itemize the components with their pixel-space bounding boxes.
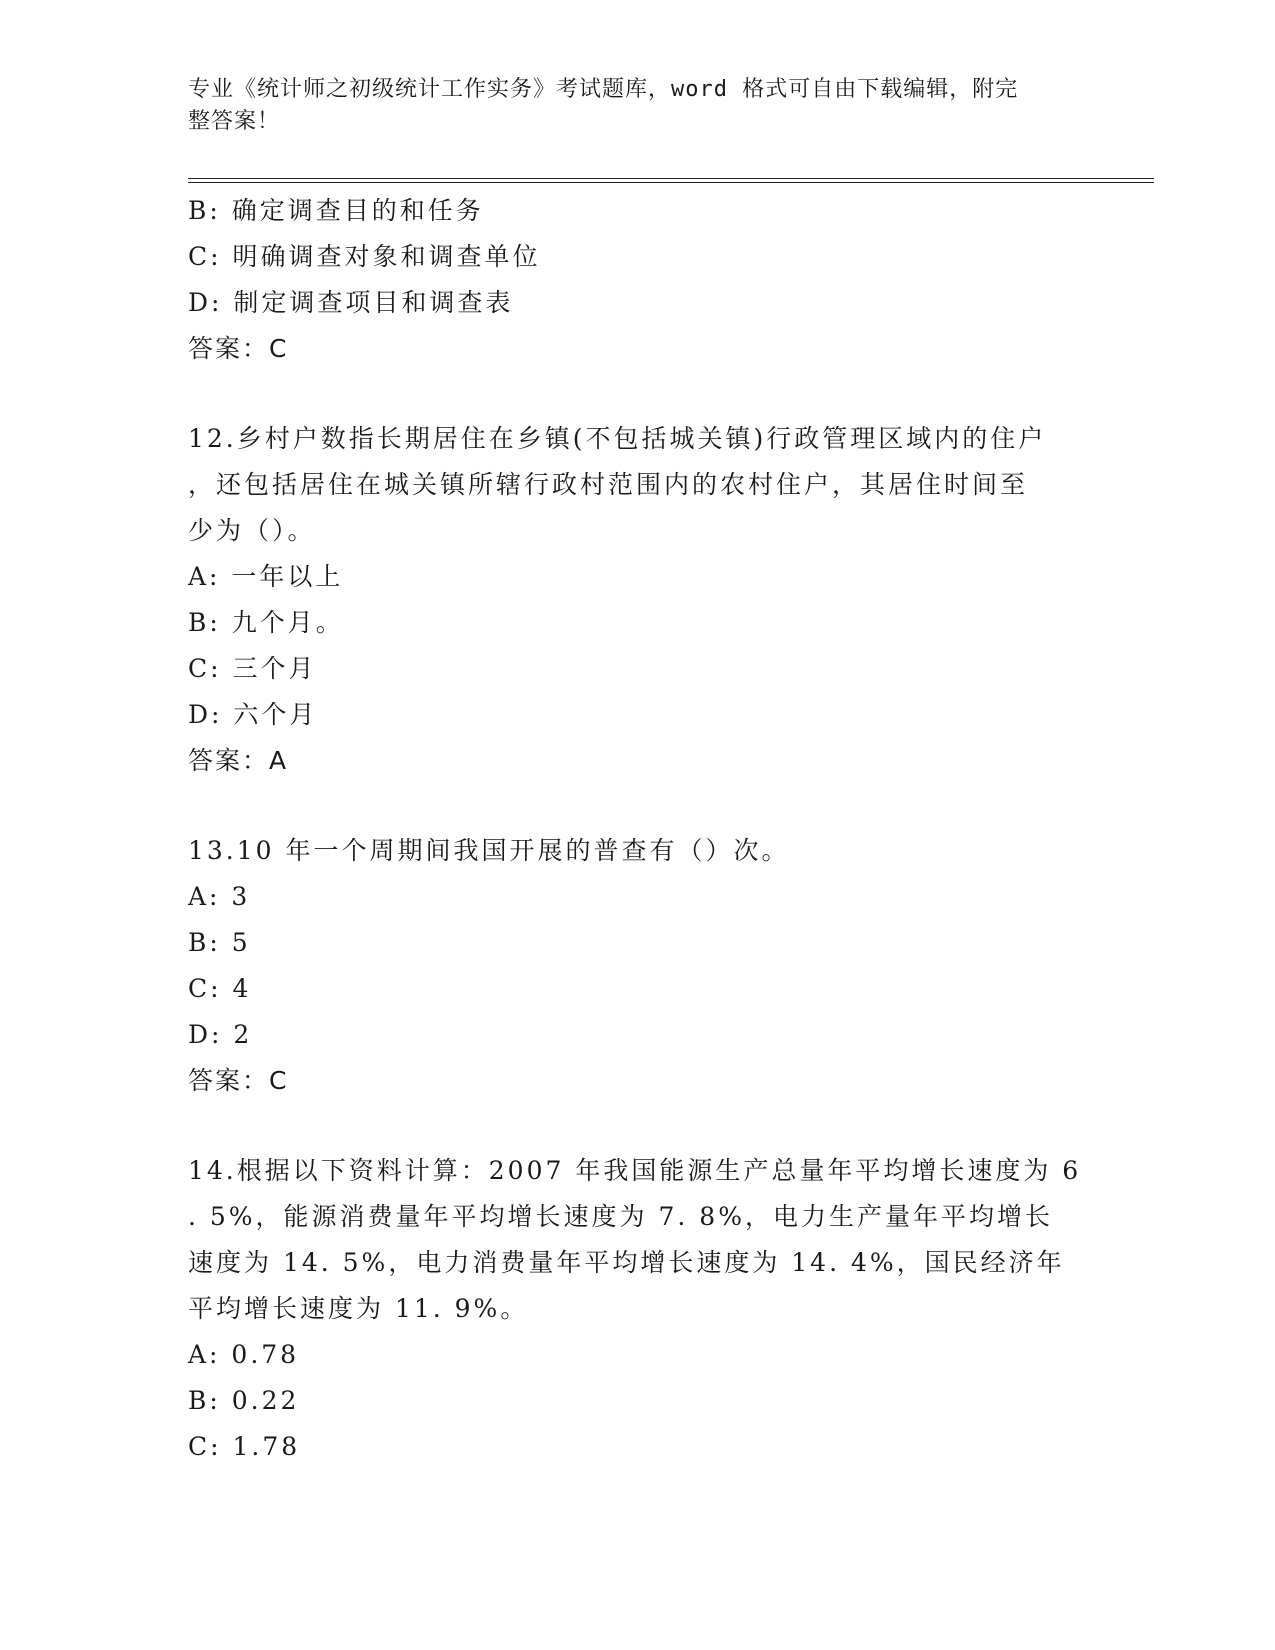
option-b: B: 5 [188, 928, 251, 957]
spacer [188, 1104, 1078, 1148]
option-b: B: 九个月。 [188, 608, 344, 637]
option-b: B: 确定调查目的和任务 [188, 196, 484, 225]
option-c: C: 三个月 [188, 654, 317, 683]
question-12 [188, 416, 1078, 784]
question-stem-line: 速度为 14. 5%，电力消费量年平均增长速度为 14. 4%，国民经济年 [188, 1248, 1065, 1277]
question-stem-line: 12.乡村户数指长期居住在乡镇(不包括城关镇)行政管理区域内的住户 [188, 424, 1047, 453]
answer: 答案：C [188, 334, 289, 363]
option-d: D: 2 [188, 1020, 253, 1049]
question-stem-line: ，还包括居住在城关镇所辖行政村范围内的农村住户，其居住时间至 [188, 470, 1029, 499]
option-d: D: 制定调查项目和调查表 [188, 288, 514, 317]
option-a: A: 3 [188, 882, 251, 911]
option-a: A: 一年以上 [188, 562, 344, 591]
question-stem-line: . 5%，能源消费量年平均增长速度为 7. 8%，电力生产量年平均增长 [188, 1202, 1053, 1231]
answer: 答案：A [188, 746, 289, 775]
answer: 答案：C [188, 1066, 289, 1095]
spacer [188, 784, 1078, 828]
question-stem-line: 少为（）。 [188, 516, 316, 545]
option-a: A: 0.78 [188, 1340, 300, 1369]
spacer [188, 372, 1078, 416]
question-11 [188, 188, 1078, 372]
option-c: C: 1.78 [188, 1432, 301, 1461]
header-divider-top [188, 178, 1154, 179]
header-divider-bottom [188, 182, 1154, 183]
question-stem-line: 14.根据以下资料计算：2007 年我国能源生产总量年平均增长速度为 6 [188, 1156, 1082, 1185]
option-d: D: 六个月 [188, 700, 318, 729]
header-line-2: 整答案！ [188, 109, 281, 134]
option-b: B: 0.22 [188, 1386, 300, 1415]
page-header [188, 74, 1068, 138]
question-stem-line: 13.10 年一个周期间我国开展的普查有（）次。 [188, 836, 790, 865]
option-c: C: 明确调查对象和调查单位 [188, 242, 541, 271]
question-content [188, 188, 1082, 1470]
header-line-1: 专业《统计师之初级统计工作实务》考试题库，word 格式可自由下载编辑，附完 [188, 77, 1019, 102]
question-13 [188, 828, 1078, 1104]
question-14 [188, 1148, 1082, 1470]
question-stem-line: 平均增长速度为 11. 9%。 [188, 1294, 529, 1323]
option-c: C: 4 [188, 974, 252, 1003]
